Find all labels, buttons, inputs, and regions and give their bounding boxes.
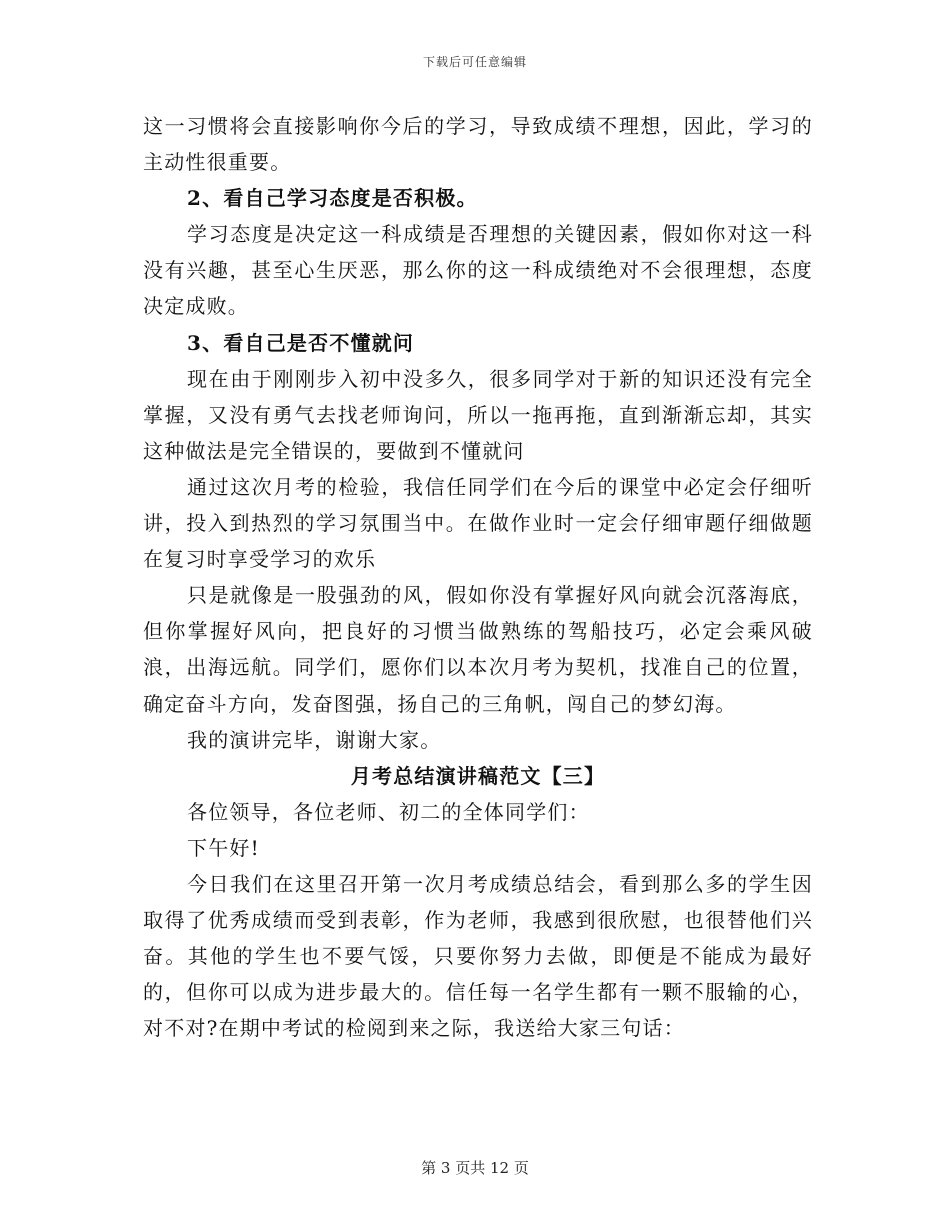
page-header: 下载后可任意编辑 — [422, 55, 527, 69]
document-section-title: 月考总结演讲稿范文【三】 — [350, 763, 606, 788]
paragraph-ask-questions: 现在由于刚刚步入初中没多久，很多同学对于新的知识还没有完全掌握，又没有勇气去找老师询问，所以一拖再拖，直到渐渐忘却，其实这种做法是完全错误的，要做到不懂就问 — [143, 366, 813, 463]
paragraph-salutation: 各位领导，各位老师、初二的全体同学们： — [187, 799, 590, 824]
paragraph-wind-metaphor: 只是就像是一股强劲的风，假如你没有掌握好风向就会沉落海底，但你掌握好风向，把良好的习惯当做熟练的驾船技巧，必定会乘风破浪，出海远航。同学们，愿你们以本次月考为契机，找准自己的位置，确定奋斗方向，发奋图强，扬自己的三角帆，闯自己的梦幻海。 — [143, 583, 813, 716]
section-heading-3: 3、看自己是否不懂就问 — [187, 330, 415, 355]
document-body — [143, 108, 813, 1046]
paragraph-continuation: 这一习惯将会直接影响你今后的学习，导致成绩不理想，因此，学习的主动性很重要。 — [143, 114, 813, 175]
paragraph-speech-body: 今日我们在这里召开第一次月考成绩总结会，看到那么多的学生因取得了优秀成绩而受到表彰，作为老师，我感到很欣慰，也很替他们兴奋。其他的学生也不要气馁，只要你努力去做，即便是不能成为最好的，但你可以成为进步最大的。信任每一名学生都有一颗不服输的心，对不对?在期中考试的检阅到来之际，我送给大家三句话： — [143, 871, 813, 1041]
paragraph-greeting: 下午好! — [187, 835, 260, 860]
paragraph-exam-review: 通过这次月考的检验，我信任同学们在今后的课堂中必定会仔细听讲，投入到热烈的学习氛围当中。在做作业时一定会仔细审题仔细做题在复习时享受学习的欢乐 — [143, 474, 813, 572]
section-heading-2: 2、看自己学习态度是否积极。 — [187, 186, 478, 211]
page-footer: 第 3 页共 12 页 — [421, 1159, 529, 1177]
paragraph-closing: 我的演讲完毕，谢谢大家。 — [187, 727, 442, 752]
paragraph-attitude: 学习态度是决定这一科成绩是否理想的关键因素，假如你对这一科没有兴趣，甚至心生厌恶，那么你的这一科成绩绝对不会很理想，态度决定成败。 — [143, 222, 813, 319]
